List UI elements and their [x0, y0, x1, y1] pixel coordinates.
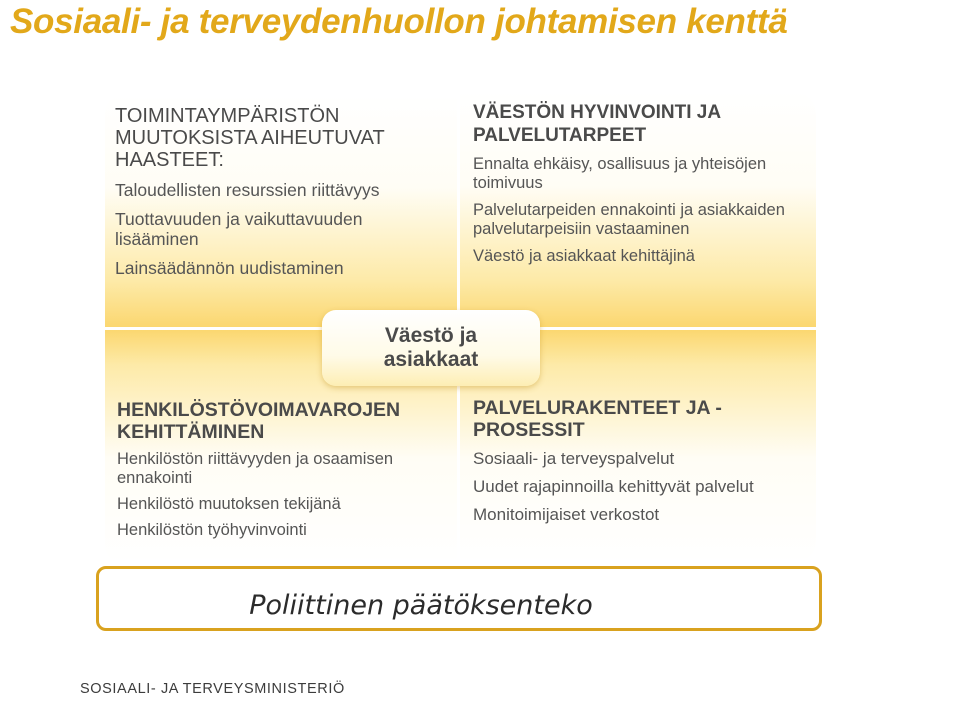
wellbeing-item: Väestö ja asiakkaat kehittäjinä [473, 247, 695, 265]
challenges-item: Taloudellisten resurssien riittävyys [115, 180, 380, 200]
center-label: Väestö ja asiakkaat [383, 324, 479, 371]
slide-title: Sosiaali- ja terveydenhuollon johtamisen kenttä [10, 2, 788, 41]
challenges-item: Tuottavuuden ja vaikuttavuuden lisääminen [115, 209, 363, 249]
wellbeing-section [473, 101, 803, 266]
service-structures-item: Sosiaali- ja terveyspalvelut [473, 449, 675, 468]
ministry-logo: SOSIAALI- JA TERVEYSMINISTERIÖ [80, 681, 345, 697]
personnel-item: Henkilöstö muutoksen tekijänä [117, 495, 341, 513]
wellbeing-heading: VÄESTÖN HYVINVOINTI JA PALVELUTARPEET [473, 102, 721, 146]
personnel-item: Henkilöstön riittävyyden ja osaamisen ennakointi [117, 450, 394, 487]
wellbeing-item: Ennalta ehkäisy, osallisuus ja yhteisöjen toimivuus [473, 155, 767, 192]
challenges-section [115, 105, 445, 278]
challenges-heading: TOIMINTAYMPÄRISTÖN MUUTOKSISTA AIHEUTUVAT HAASTEET: [115, 105, 385, 171]
policy-label: Poliittinen päätöksenteko [249, 590, 593, 621]
personnel-item: Henkilöstön työhyvinvointi [117, 521, 307, 539]
personnel-heading: HENKILÖSTÖVOIMAVAROJEN KEHITTÄMINEN [117, 399, 401, 443]
challenges-item: Lainsäädännön uudistaminen [115, 258, 344, 278]
service-structures-section [473, 397, 808, 525]
service-structures-heading: PALVELURAKENTEET JA - PROSESSIT [473, 397, 722, 441]
service-structures-item: Uudet rajapinnoilla kehittyvät palvelut [473, 477, 754, 496]
policy-box [96, 566, 822, 631]
wellbeing-item: Palvelutarpeiden ennakointi ja asiakkaiden palvelutarpeisiin vastaaminen [473, 201, 785, 238]
personnel-section [117, 399, 452, 540]
center-box [322, 310, 540, 386]
service-structures-item: Monitoimijaiset verkostot [473, 505, 660, 524]
